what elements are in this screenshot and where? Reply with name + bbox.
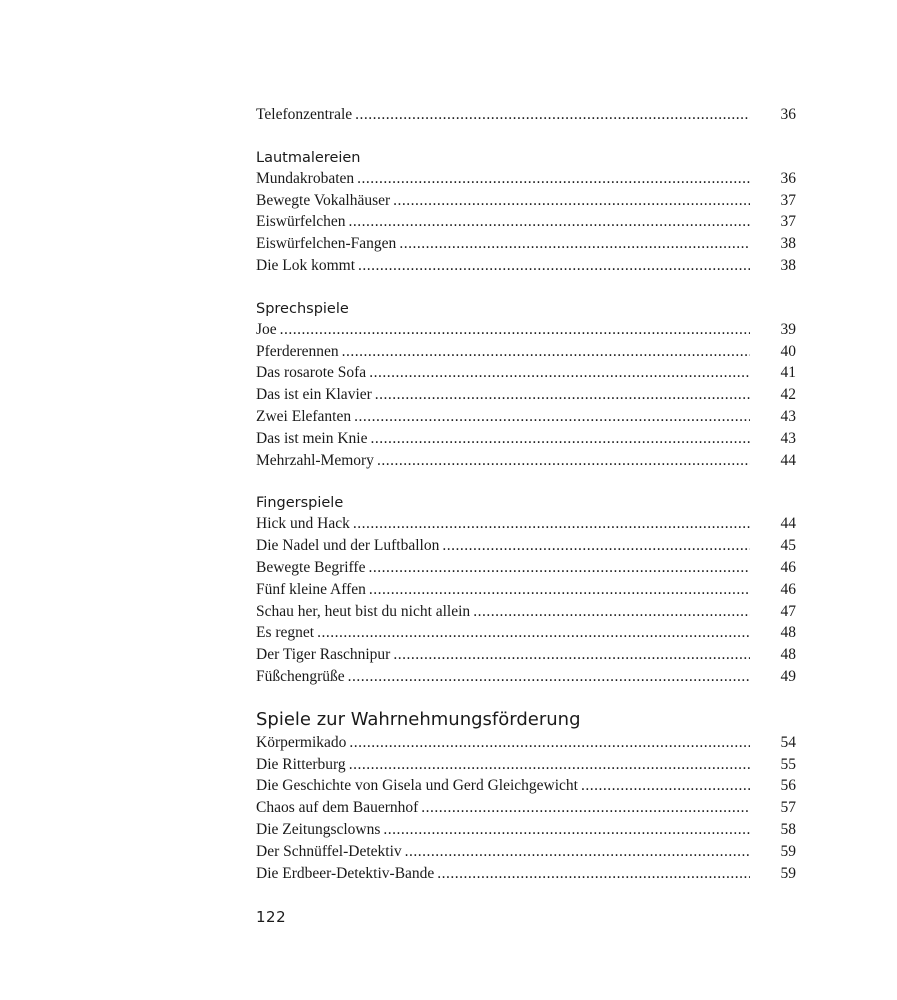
dot-leader [348, 666, 750, 688]
toc-entry [256, 754, 796, 776]
toc-entry [256, 104, 796, 126]
toc-entry [256, 319, 796, 341]
toc-entry-page: 56 [780, 777, 796, 795]
section-heading: Lautmalereien [256, 149, 361, 166]
dot-leader [349, 211, 750, 233]
toc-entry [256, 168, 796, 190]
page-number: 122 [256, 908, 287, 926]
toc-entry [256, 428, 796, 450]
toc-entry [256, 450, 796, 472]
toc-entry-title: Joe [256, 320, 277, 338]
toc-entry-title: Füßchengrüße [256, 667, 345, 685]
dot-leader [317, 622, 750, 644]
toc-entry [256, 666, 796, 688]
toc-entry-page: 38 [780, 235, 796, 253]
dot-leader [369, 579, 750, 601]
toc-entry-page: 39 [780, 320, 796, 338]
dot-leader [581, 775, 750, 797]
toc-entry-page: 59 [780, 842, 796, 860]
toc-entry-page: 55 [780, 755, 796, 773]
toc-entry-title: Pferderennen [256, 342, 339, 360]
toc-entry-page: 38 [780, 256, 796, 274]
dot-leader [349, 754, 750, 776]
toc-entry-title: Das rosarote Sofa [256, 364, 367, 382]
dot-leader [349, 732, 750, 754]
toc-block [256, 493, 796, 687]
dot-leader [473, 601, 750, 623]
dot-leader [371, 428, 751, 450]
toc-entry-title: Körpermikado [256, 733, 347, 751]
toc-entry [256, 863, 796, 885]
toc-entry-title: Die Erdbeer-Detektiv-Bande [256, 864, 435, 882]
toc-entry-title: Eiswürfelchen-Fangen [256, 235, 397, 253]
toc-entry [256, 557, 796, 579]
toc-entry-title: Fünf kleine Affen [256, 580, 366, 598]
dot-leader [353, 513, 750, 535]
table-of-contents [256, 104, 796, 884]
toc-entry-page: 44 [780, 451, 796, 469]
toc-entry-title: Chaos auf dem Bauernhof [256, 799, 419, 817]
toc-entry-title: Schau her, heut bist du nicht allein [256, 602, 471, 620]
dot-leader [383, 819, 750, 841]
dot-leader [393, 190, 750, 212]
dot-leader [393, 644, 750, 666]
toc-entry [256, 732, 796, 754]
toc-entry [256, 233, 796, 255]
dot-leader [357, 168, 750, 190]
dot-leader [405, 841, 750, 863]
toc-entry-page: 46 [780, 580, 796, 598]
toc-entry-title: Die Lok kommt [256, 256, 356, 274]
toc-entry [256, 406, 796, 428]
toc-entry-title: Mundakrobaten [256, 169, 355, 187]
toc-entry-page: 41 [780, 364, 796, 382]
toc-entry [256, 797, 796, 819]
toc-entry-title: Es regnet [256, 624, 315, 642]
toc-entry-title: Telefonzentrale [256, 106, 353, 123]
dot-leader [368, 557, 750, 579]
dot-leader [358, 255, 750, 277]
dot-leader [369, 362, 750, 384]
dot-leader [437, 863, 750, 885]
toc-entry-title: Hick und Hack [256, 515, 350, 533]
dot-leader [342, 341, 750, 363]
toc-entry-title: Die Ritterburg [256, 755, 346, 773]
toc-entry-page: 36 [780, 106, 796, 123]
toc-entry [256, 535, 796, 557]
toc-entry [256, 819, 796, 841]
toc-entry-page: 44 [780, 515, 796, 533]
chapter-heading: Spiele zur Wahrnehmungsförderung [256, 708, 581, 730]
toc-entry-page: 45 [780, 537, 796, 555]
toc-entry-title: Das ist mein Knie [256, 429, 368, 447]
toc-block [256, 148, 796, 277]
toc-entry-title: Eiswürfelchen [256, 213, 346, 231]
toc-entry-page: 47 [780, 602, 796, 620]
toc-entry-title: Bewegte Vokalhäuser [256, 191, 391, 209]
toc-entry [256, 644, 796, 666]
toc-block [256, 299, 796, 472]
dot-leader [354, 406, 750, 428]
toc-entry-page: 46 [780, 558, 796, 576]
toc-entry-page: 48 [780, 646, 796, 664]
toc-entry-page: 57 [780, 799, 796, 817]
dot-leader [421, 797, 750, 819]
toc-entry-page: 43 [780, 407, 796, 425]
toc-entry-page: 58 [780, 820, 796, 838]
toc-block [256, 104, 796, 126]
toc-entry [256, 341, 796, 363]
toc-entry-title: Der Schnüffel-Detektiv [256, 842, 402, 860]
dot-leader [355, 104, 750, 126]
toc-entry-page: 54 [780, 733, 796, 751]
toc-entry-page: 37 [780, 213, 796, 231]
toc-entry-title: Das ist ein Klavier [256, 386, 372, 404]
toc-entry [256, 255, 796, 277]
toc-entry-page: 37 [780, 191, 796, 209]
toc-entry-page: 36 [780, 169, 796, 187]
toc-entry-title: Die Zeitungsclowns [256, 820, 381, 838]
toc-entry-title: Zwei Elefanten [256, 407, 352, 425]
toc-entry [256, 513, 796, 535]
toc-entry [256, 190, 796, 212]
toc-block [256, 708, 796, 885]
toc-entry-page: 42 [780, 386, 796, 404]
toc-entry-title: Mehrzahl-Memory [256, 451, 374, 469]
toc-entry-title: Bewegte Begriffe [256, 558, 366, 576]
section-heading: Fingerspiele [256, 495, 344, 512]
toc-entry [256, 775, 796, 797]
toc-entry-page: 49 [780, 667, 796, 685]
toc-entry [256, 384, 796, 406]
toc-entry-title: Die Geschichte von Gisela und Gerd Gleichgewicht [256, 777, 578, 795]
toc-entry-page: 43 [780, 429, 796, 447]
dot-leader [375, 384, 750, 406]
toc-entry-title: Die Nadel und der Luftballon [256, 537, 440, 555]
toc-entry-title: Der Tiger Raschnipur [256, 646, 391, 664]
dot-leader [399, 233, 750, 255]
toc-entry [256, 841, 796, 863]
toc-entry [256, 601, 796, 623]
toc-entry-page: 59 [780, 864, 796, 882]
toc-entry-page: 48 [780, 624, 796, 642]
toc-entry [256, 579, 796, 601]
toc-entry-page: 40 [780, 342, 796, 360]
section-heading: Sprechspiele [256, 300, 349, 317]
dot-leader [377, 450, 750, 472]
toc-entry [256, 622, 796, 644]
toc-entry [256, 211, 796, 233]
dot-leader [442, 535, 750, 557]
toc-entry [256, 362, 796, 384]
dot-leader [280, 319, 750, 341]
